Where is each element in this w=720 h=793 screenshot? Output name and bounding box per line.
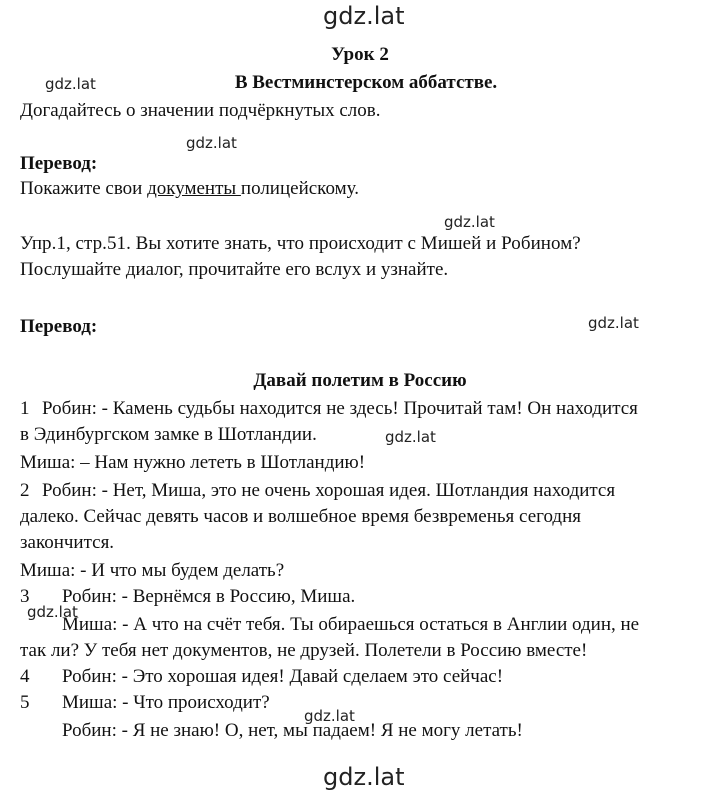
- watermark-top: gdz.lat: [323, 2, 405, 30]
- watermark: gdz.lat: [27, 603, 78, 621]
- line-number: 3: [20, 586, 30, 607]
- task2-line: Послушайте диалог, прочитайте его вслух и узнайте.: [20, 259, 449, 280]
- dialog-line: Миша: - А что на счёт тебя. Ты обираешься остаться в Англии один, не: [62, 614, 640, 635]
- watermark: gdz.lat: [588, 314, 639, 332]
- dialog-line: Миша: - И что мы будем делать?: [20, 560, 285, 581]
- dialog-line: [20, 692, 270, 714]
- task2-line: Упр.1, стр.51. Вы хотите знать, что происходит с Мишей и Робином?: [20, 233, 581, 254]
- dialog-line: Миша: – Нам нужно лететь в Шотландию!: [20, 452, 366, 473]
- dialog-line: [20, 398, 638, 420]
- watermark: gdz.lat: [385, 428, 436, 446]
- line-text: Робин: - Камень судьбы находится не здесь! Прочитай там! Он находится: [42, 398, 638, 419]
- translation-label: Перевод:: [20, 153, 98, 174]
- line-number: 4: [20, 666, 30, 687]
- dialog-line: в Эдинбургском замке в Шотландии.: [20, 424, 317, 445]
- line-text: Робин: - Это хорошая идея! Давай сделаем это сейчас!: [62, 666, 504, 687]
- line-text: Робин: - Вернёмся в Россию, Миша.: [62, 586, 356, 607]
- line-text: Робин: - Нет, Миша, это не очень хорошая идея. Шотландия находится: [42, 480, 616, 501]
- dialog-line: так ли? У тебя нет документов, не друзей. Полетели в Россию вместе!: [20, 640, 588, 661]
- line-number: 1: [20, 398, 30, 419]
- dialog-line: далеко. Сейчас девять часов и волшебное время безвременья сегодня: [20, 506, 581, 527]
- watermark: gdz.lat: [304, 707, 355, 725]
- line-text: Миша: - Что происходит?: [62, 692, 270, 713]
- task1-sentence: [20, 178, 359, 200]
- line-number: 5: [20, 692, 30, 713]
- line-number: 2: [20, 480, 30, 501]
- sentence-part: Покажите свои: [20, 178, 148, 199]
- dialog-line: [20, 480, 615, 502]
- translation-label: Перевод:: [20, 316, 98, 337]
- underlined-word: документы: [147, 178, 241, 199]
- watermark: gdz.lat: [45, 75, 96, 93]
- task1-instruction: Догадайтесь о значении подчёркнутых слов.: [20, 100, 381, 121]
- watermark: gdz.lat: [444, 213, 495, 231]
- dialog-line: [20, 586, 355, 608]
- watermark: gdz.lat: [186, 134, 237, 152]
- lesson-title: Урок 2: [331, 44, 389, 65]
- sentence-part: полицейскому.: [240, 178, 359, 199]
- dialog-line: Робин: - Я не знаю! О, нет, мы падаем! Я не могу летать!: [62, 720, 523, 741]
- dialog-line: [20, 666, 503, 688]
- dialog-line: закончится.: [20, 532, 115, 553]
- dialog-title: Давай полетим в Россию: [253, 370, 467, 391]
- watermark-bottom: gdz.lat: [323, 763, 405, 791]
- lesson-subtitle: В Вестминстерском аббатстве.: [234, 72, 498, 93]
